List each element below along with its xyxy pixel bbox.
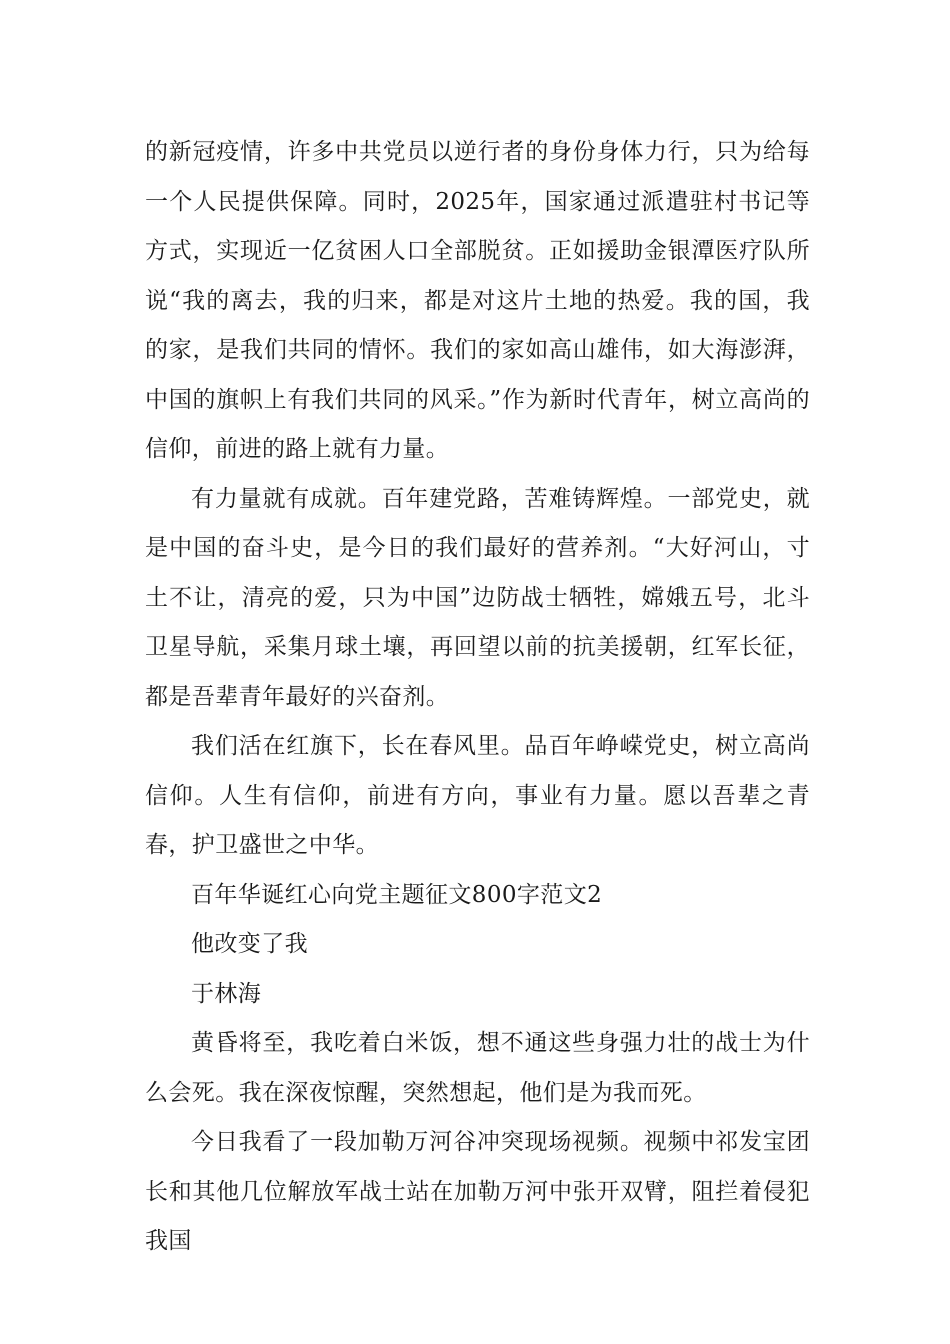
document-body [145,128,810,1267]
paragraph-3: 我们活在红旗下，长在春风里。品百年峥嵘党史，树立高尚信仰。人生有信仰，前进有方向，事业有力量。愿以吾辈之青春，护卫盛世之中华。 [145,733,810,858]
paragraph-2: 有力量就有成就。百年建党路，苦难铸辉煌。一部党史，就是中国的奋斗史，是今日的我们最好的营养剂。“大好河山，寸土不让，清亮的爱，只为中国”边防战士牺牲，嫦娥五号，北斗卫星导航，采集月球土壤，再回望以前的抗美援朝，红军长征，都是吾辈青年最好的兴奋剂。 [145,485,810,710]
paragraph-1: 的新冠疫情，许多中共党员以逆行者的身份身体力行，只为给每一个人民提供保障。同时，2025年，国家通过派遣驻村书记等方式，实现近一亿贫困人口全部脱贫。正如援助金银潭医疗队所说“我的离去，我的归来，都是对这片土地的热爱。我的国，我的家，是我们共同的情怀。我们的家如高山雄伟，如大海澎湃，中国的旗帜上有我们共同的风采。”作为新时代青年，树立高尚的信仰，前进的路上就有力量。 [145,139,810,462]
essay-author: 于林海 [191,980,262,1007]
paragraph-5: 今日我看了一段加勒万河谷冲突现场视频。视频中祁发宝团长和其他几位解放军战士站在加勒万河中张开双臂，阻拦着侵犯我国 [145,1129,810,1254]
essay-title: 他改变了我 [191,931,308,957]
essay-heading: 百年华诞红心向党主题征文800字范文2 [191,881,603,908]
paragraph-4: 黄昏将至，我吃着白米饭，想不通这些身强力壮的战士为什么会死。我在深夜惊醒，突然想起，他们是为我而死。 [145,1030,810,1106]
